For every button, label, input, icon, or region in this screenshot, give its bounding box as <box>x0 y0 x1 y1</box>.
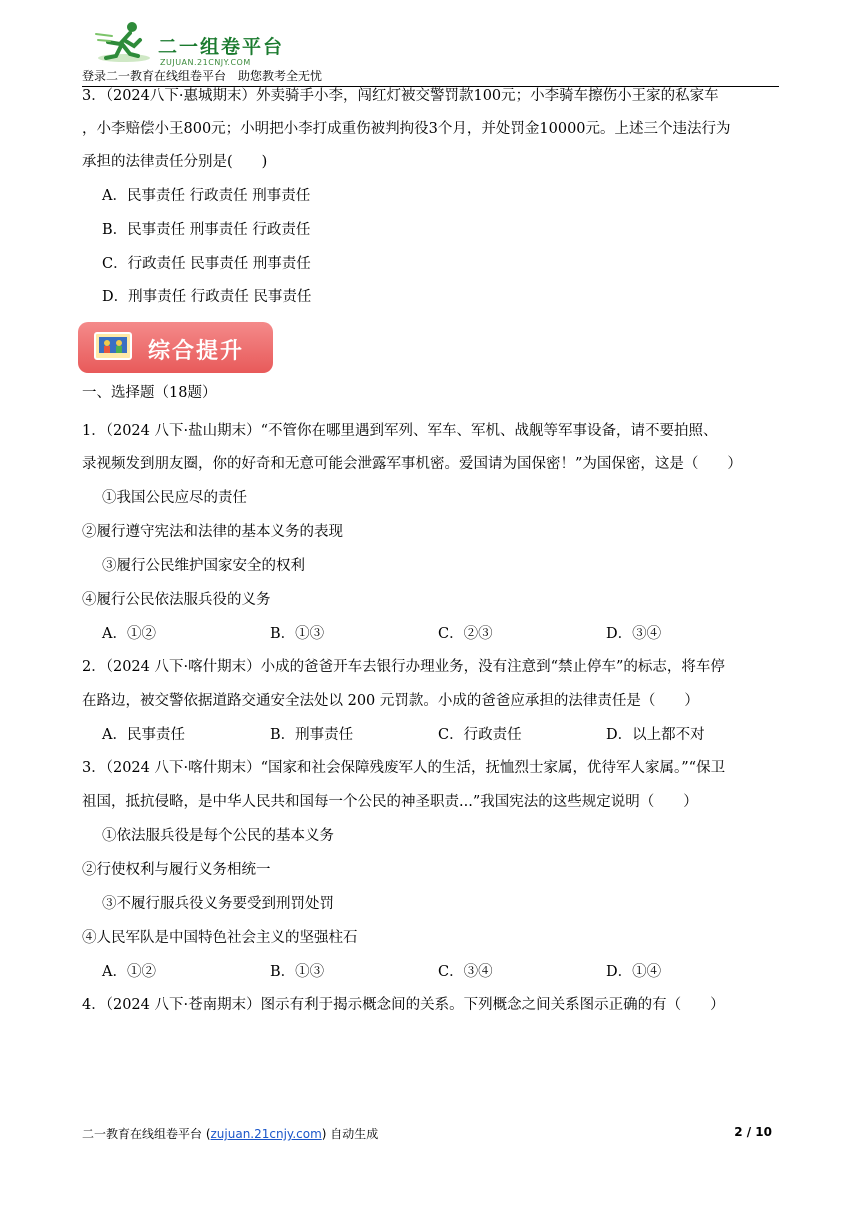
option-a[interactable]: A．①② <box>102 626 156 642</box>
page-header <box>82 16 779 94</box>
section-badge-label: 综合提升 <box>148 339 245 364</box>
option-d[interactable]: D．以上都不对 <box>606 727 705 743</box>
option-b[interactable]: B．刑事责任 <box>270 727 354 743</box>
option-d[interactable]: D．刑事责任 行政责任 民事责任 <box>102 289 312 305</box>
section-heading: 一、选择题（18题） <box>82 385 217 401</box>
footer-suffix: ) 自动生成 <box>321 1127 379 1141</box>
question-text-line: 1．（2024 八下·盐山期末）“不管你在哪里遇到军列、军车、军机、战舰等军事设备，请不要拍照、 <box>82 423 718 439</box>
statement-item: ③不履行服兵役义务要受到刑罚处罚 <box>102 896 334 912</box>
option-a[interactable]: A．民事责任 行政责任 刑事责任 <box>102 188 311 204</box>
question-text-line: ，小李赔偿小王800元；小明把小李打成重伤被判拘役3个月，并处罚金10000元。上述三个违法行为 <box>82 121 731 137</box>
statement-item: ②履行遵守宪法和法律的基本义务的表现 <box>82 524 343 540</box>
footer-source <box>82 1125 378 1142</box>
option-c[interactable]: C．行政责任 民事责任 刑事责任 <box>102 256 311 272</box>
question-text-line: 祖国，抵抗侵略，是中华人民共和国每一个公民的神圣职责...”我国宪法的这些规定说明（ ） <box>82 794 698 810</box>
footer-link[interactable]: zujuan.21cnjy.com <box>210 1127 322 1141</box>
option-c[interactable]: C．行政责任 <box>438 727 522 743</box>
logo-subtext: ZUJUAN.21CNJY.COM <box>160 58 251 67</box>
option-d[interactable]: D．①④ <box>606 964 662 980</box>
option-c[interactable]: C．②③ <box>438 626 493 642</box>
option-b[interactable]: B．①③ <box>270 964 325 980</box>
option-a[interactable]: A．民事责任 <box>102 727 185 743</box>
header-tagline: 登录二一教育在线组卷平台 助您教考全无忧 <box>82 69 323 83</box>
question-text-line: 承担的法律责任分别是( ) <box>82 154 268 170</box>
option-b[interactable]: B．①③ <box>270 626 325 642</box>
statement-item: ①我国公民应尽的责任 <box>102 490 247 506</box>
classroom-board-icon <box>94 332 132 362</box>
option-a[interactable]: A．①② <box>102 964 156 980</box>
question-text-line: 3．（2024 八下·喀什期末）“国家和社会保障残废军人的生活，抚恤烈士家属，优待军人家属。”“保卫 <box>82 760 726 776</box>
question-text-line: 4．（2024 八下·苍南期末）图示有利于揭示概念间的关系。下列概念之间关系图示正确的有（ ） <box>82 997 725 1013</box>
logo-text: 二一组卷平台 <box>158 36 285 58</box>
question-text-line: 2．（2024 八下·喀什期末）小成的爸爸开车去银行办理业务，没有注意到“禁止停车”的标志，将车停 <box>82 659 725 675</box>
question-text-line: 在路边，被交警依据道路交通安全法处以 200 元罚款。小成的爸爸应承担的法律责任是（ ） <box>82 693 699 709</box>
page-number: 2 / 10 <box>734 1125 772 1139</box>
statement-item: ④人民军队是中国特色社会主义的坚强柱石 <box>82 930 358 946</box>
question-text-line: 录视频发到朋友圈，你的好奇和无意可能会泄露军事机密。爱国请为国保密！”为国保密，这是（ ） <box>82 456 742 472</box>
section-badge <box>78 322 273 373</box>
statement-item: ③履行公民维护国家安全的权利 <box>102 558 305 574</box>
option-b[interactable]: B．民事责任 刑事责任 行政责任 <box>102 222 311 238</box>
statement-item: ②行使权利与履行义务相统一 <box>82 862 271 878</box>
statement-item: ①依法服兵役是每个公民的基本义务 <box>102 828 334 844</box>
option-c[interactable]: C．③④ <box>438 964 493 980</box>
statement-item: ④履行公民依法服兵役的义务 <box>82 592 271 608</box>
runner-logo-icon <box>94 20 154 64</box>
question-text-line: 3．（2024八下·惠城期末）外卖骑手小李，闯红灯被交警罚款100元；小李骑车擦伤小王家的私家车 <box>82 88 719 104</box>
option-d[interactable]: D．③④ <box>606 626 662 642</box>
site-logo[interactable] <box>94 20 294 70</box>
footer-prefix: 二一教育在线组卷平台 ( <box>82 1127 211 1141</box>
